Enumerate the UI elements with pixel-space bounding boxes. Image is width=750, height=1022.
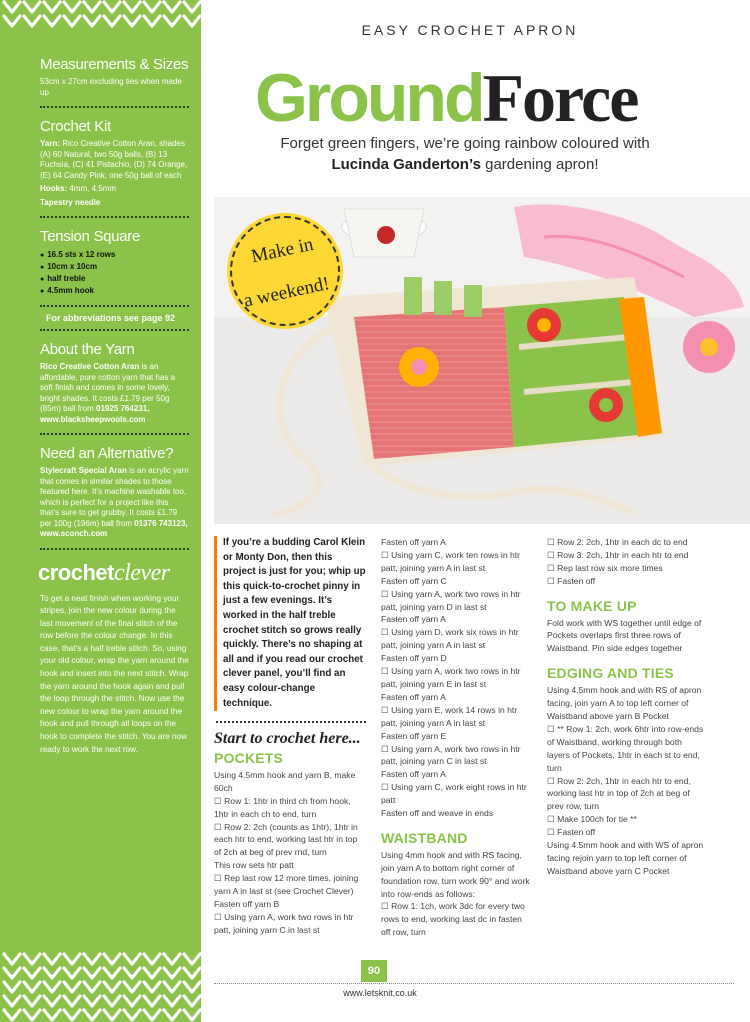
knit-pattern-bottom: [0, 950, 201, 1022]
instruction-line: ☐ Fasten off: [547, 827, 596, 838]
measurements-heading: Measurements & Sizes: [40, 56, 189, 73]
instruction-line: ☐ Row 2: 2ch, 1htr in each htr to end, working last htr in top of 2ch at beg of prev row, turn: [547, 775, 691, 812]
divider: [40, 216, 189, 218]
start-heading: Start to crochet here...: [214, 730, 361, 748]
page-title: GroundForce: [255, 60, 638, 136]
instruction-line: Fasten off and weave in ends: [381, 808, 494, 819]
tension-item: ● 10cm x 10cm: [40, 261, 189, 273]
instruction-line: ☐ Row 1: 1htr in third ch from hook, 1htr in each ch to end, turn: [214, 795, 351, 819]
instruction-line: Fasten off yarn D: [381, 653, 447, 664]
instruction-line: ☐ Rep last row six more times: [547, 562, 663, 573]
make-up-heading: TO MAKE UP: [547, 597, 637, 614]
instruction-line: ☐ Using yarn C, work ten rows in htr patt, joining yarn A in last st: [381, 549, 521, 573]
instruction-line: ☐ Rep last row 12 more times, joining yarn A in last st (see Crochet Clever): [214, 873, 359, 897]
crochet-clever-text: To get a neat finish when working your stripes, join the new colour during the last movement of the final stitch of the row before the colour change. In this case, that’s a half treble stitch. So, using your old colour, wrap the yarn around the hook and insert into the next stitch. Wrap the yarn around the hook again and pull the loop through the stitch. Now use the new colour to wrap the yarn around the hook and pull through all loops on the hook to complete the stitch. You are now ready to work the next row.: [40, 593, 189, 754]
instruction-line: Fasten off yarn A: [381, 769, 446, 780]
tension-list: [40, 249, 189, 297]
instruction-line: ☐ Row 3: 2ch, 1htr in each htr to end: [547, 549, 689, 560]
instruction-line: Fasten off yarn B: [214, 899, 280, 909]
crochet-kit-yarn: Yarn: Rico Creative Cotton Aran, shades (A) 60 Natural, two 50g balls, (B) 13 Fuchsia, (C) 41 Pistachio, (D) 74 Orange, (E) 64 Candy Pink, one 50g ball of each: [40, 139, 188, 180]
edging-heading: EDGING AND TIES: [547, 665, 674, 682]
abbreviations-note: For abbreviations see page 92: [46, 313, 176, 323]
instruction-line: Using 4.5mm hook and with WS of apron facing rejoin yarn to top left corner of Waistband above yarn C Pocket: [547, 840, 704, 876]
crochet-kit-heading: Crochet Kit: [40, 118, 111, 135]
crochet-kit-hooks: Hooks: 4mm, 4.5mm: [40, 184, 117, 193]
footer-divider: [214, 983, 734, 984]
instruction-line: ☐ Make 100ch for tie **: [547, 814, 637, 825]
instruction-line: Using 4mm hook and with RS facing, join yarn A to bottom right corner of foundation row, turn work 90° and work into row-ends as follows:: [381, 849, 530, 899]
tension-item: ● half treble: [40, 273, 189, 285]
sidebar-panel: [0, 0, 201, 1022]
intro-paragraph: If you’re a budding Carol Klein or Monty Don, then this project is just for you; whip up this quick-to-crochet pinny in just a few evenings. It’s worked in the half treble crochet stitch so grows really quickly. There’s no shaping at all and if you read our crochet clever panel, you’ll find an easy colour-change technique.: [214, 536, 366, 711]
instruction-line: ☐ Using yarn A, work two rows in htr patt, joining yarn C in last st: [381, 743, 521, 767]
instruction-line: Using 4.5mm hook and yarn B, make 60ch: [214, 769, 356, 793]
instruction-line: Fasten off yarn E: [381, 730, 447, 741]
waistband-heading: WAISTBAND: [381, 829, 468, 846]
divider: [40, 433, 189, 435]
crochet-clever-logo: crochetclever: [38, 559, 170, 586]
instruction-line: ☐ Using yarn E, work 14 rows in htr patt, joining yarn A in last st: [381, 704, 518, 728]
instruction-line: Fasten off yarn A: [381, 537, 446, 547]
instruction-line: ☐ Row 2: 2ch (counts as 1htr), 1htr in each htr to end, working last htr in top of 2ch at beg of prev rnd, turn: [214, 821, 358, 858]
footer-url: www.letsknit.co.uk: [343, 988, 417, 998]
knit-pattern-top: [0, 0, 201, 36]
instruction-line: Fasten off yarn A: [381, 614, 446, 625]
about-yarn-text: Rico Creative Cotton Aran is an affordable, pure cotton yarn that has a soft finish and comes in some lovely, bright shades. It costs £1.79 per 50g (85m) ball from 01925 764231, www.blacksheepwools.com: [40, 362, 176, 424]
column-2: [381, 536, 531, 939]
instruction-line: Fasten off yarn A: [381, 691, 446, 702]
tension-item: ● 16.5 sts x 12 rows: [40, 249, 189, 261]
kicker: EASY CROCHET APRON: [361, 22, 579, 38]
instruction-line: ☐ Using yarn C, work eight rows in htr patt: [381, 782, 527, 806]
alternative-heading: Need an Alternative?: [40, 445, 174, 462]
instruction-line: ☐ Using yarn A, work two rows in htr patt, joining yarn E in last st: [381, 666, 521, 689]
sidebar-content: [0, 36, 201, 756]
instruction-line: ☐ ** Row 1: 2ch, work 6htr into row-ends of Waistband, working through both layers of Pockets, 1htr in each st to end, turn: [547, 723, 704, 773]
instruction-line: ☐ Using yarn D, work six rows in htr patt, joining yarn A in last st: [381, 627, 519, 651]
page-number: 90: [361, 960, 387, 982]
tension-item: ● 4.5mm hook: [40, 285, 189, 297]
divider: [216, 721, 366, 723]
instruction-line: Using 4.5mm hook and with RS of apron facing, join yarn A to top left corner of Waistband above yarn B Pocket: [547, 685, 702, 721]
column-1: [214, 536, 366, 937]
make-up-text: Fold work with WS together until edge of Pockets overlaps first three rows of Waistband. Pin side edges together: [547, 617, 702, 654]
tension-heading: Tension Square: [40, 228, 141, 245]
column-3: [547, 536, 707, 878]
standfirst: Forget green fingers, we’re going rainbow coloured with Lucinda Ganderton’s gardening apron!: [280, 135, 650, 173]
instruction-line: ☐ Fasten off: [547, 575, 596, 586]
crochet-kit-needle: Tapestry needle: [40, 197, 101, 207]
make-in-a-weekend-badge: Make in a weekend!: [230, 216, 340, 326]
divider: [40, 329, 189, 331]
pockets-heading: POCKETS: [214, 750, 284, 767]
instruction-line: Fasten off yarn C: [381, 575, 447, 586]
instruction-line: ☐ Using yarn A, work two rows in htr patt, joining yarn C in last st: [214, 911, 354, 935]
about-yarn-heading: About the Yarn: [40, 341, 135, 358]
alternative-text: Stylecraft Special Aran is an acrylic yarn that comes in similar shades to those featured here. It’s machine washable too, which is perfect for a project like this that’s sure to get grubby. It costs £1.79 per 100g (196m) ball from 01376 743123, www.sconch.com: [40, 466, 189, 538]
instruction-line: ☐ Row 2: 2ch, 1htr in each dc to end: [547, 537, 688, 547]
divider: [40, 305, 189, 307]
divider: [40, 106, 189, 108]
measurements-text: 53cm x 27cm excluding ties when made up: [40, 77, 182, 97]
instruction-line: ☐ Row 1: 1ch, work 3dc for every two rows to end, working last dc in fasten off row, turn: [381, 901, 525, 938]
divider: [40, 548, 189, 550]
instruction-line: This row sets htr patt: [214, 860, 294, 871]
instruction-line: ☐ Using yarn A, work two rows in htr patt, joining yarn D in last st: [381, 588, 521, 612]
